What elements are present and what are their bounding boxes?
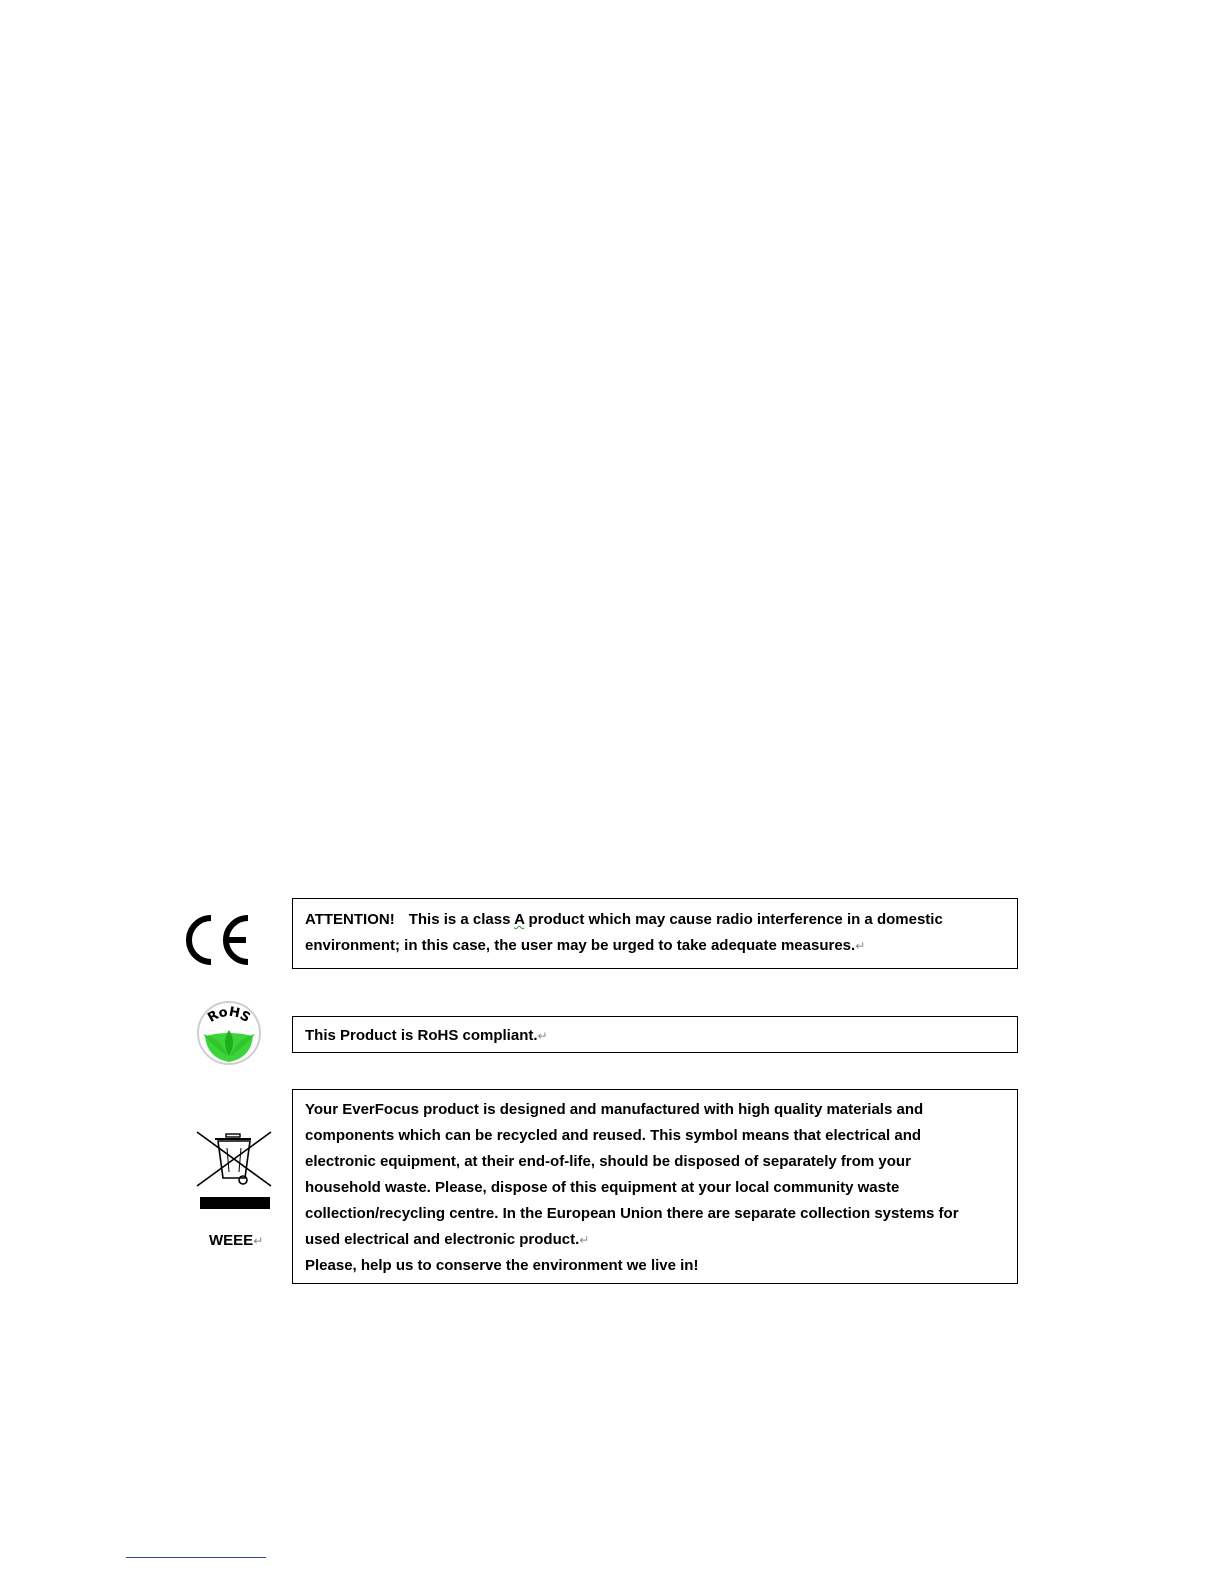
ce-line-2: environment; in this case, the user may be urged to take adequate measures.↵ [305,937,866,954]
weee-line: collection/recycling centre. In the European Union there are separate collection systems for [305,1205,959,1222]
weee-info-box [292,1089,1018,1284]
footnote-separator [126,1557,266,1558]
weee-line: Please, help us to conserve the environment we live in! [305,1257,699,1274]
paragraph-mark: ↵ [855,939,866,953]
weee-line: components which can be recycled and reused. This symbol means that electrical and [305,1127,922,1144]
weee-line: household waste. Please, dispose of this equipment at your local community waste [305,1179,900,1196]
crossed-out-wheelie-bin-icon [193,1128,275,1210]
weee-label: WEEE↵ [209,1232,264,1249]
attention-heading: ATTENTION! [305,911,395,928]
rohs-statement: This Product is RoHS compliant.↵ [305,1027,548,1044]
ce-line-1: ATTENTION! This is a class A product which may cause radio interference in a domestic [305,911,943,928]
weee-line: used electrical and electronic product.↵ [305,1231,590,1248]
paragraph-mark: ↵ [579,1233,590,1247]
weee-line: electronic equipment, at their end-of-life, should be disposed of separately from your [305,1153,911,1170]
ce-mark-icon [182,912,252,968]
rohs-statement-box [292,1016,1018,1053]
paragraph-mark: ↵ [537,1029,548,1043]
rohs-logo-icon [193,1000,265,1066]
ce-attention-box [292,898,1018,969]
svg-text:RoHS: RoHS [205,1004,253,1026]
weee-line: Your EverFocus product is designed and manufactured with high quality materials and [305,1101,924,1118]
